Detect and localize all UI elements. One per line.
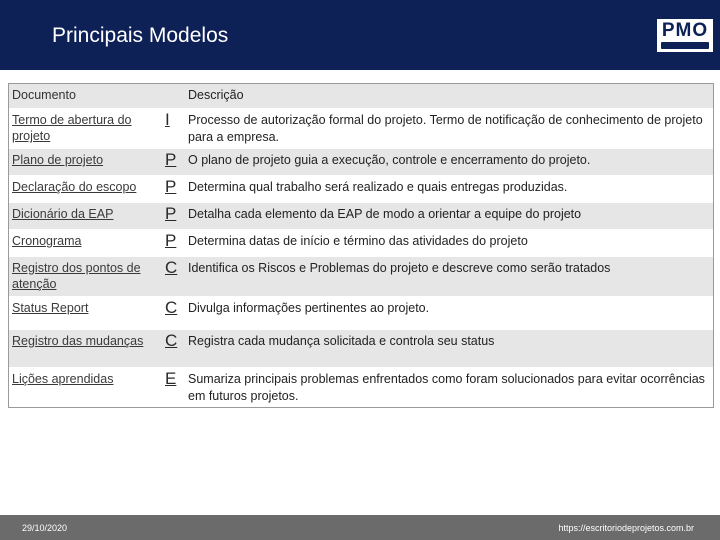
- footer-bar: [0, 515, 720, 540]
- description-text: Determina qual trabalho será realizado e quais entregas produzidas.: [188, 180, 568, 194]
- table-row: [9, 108, 713, 148]
- page-title: Principais Modelos: [52, 24, 229, 47]
- logo-subtitle-bar: [661, 42, 709, 49]
- document-link[interactable]: Termo de abertura do projeto: [12, 113, 132, 143]
- table-row: [9, 175, 713, 202]
- type-code: C: [165, 258, 178, 277]
- description-text: Registra cada mudança solicitada e controla seu status: [188, 334, 495, 348]
- document-link[interactable]: Lições aprendidas: [12, 372, 114, 386]
- logo-text: PMO: [661, 20, 709, 41]
- footer-date: 29/10/2020: [22, 523, 68, 533]
- table-row: [9, 148, 713, 175]
- description-text: Divulga informações pertinentes ao projeto.: [188, 301, 430, 315]
- table-row: [9, 256, 713, 296]
- document-link[interactable]: Status Report: [12, 301, 89, 315]
- models-table: [8, 83, 714, 408]
- pmo-logo: [655, 17, 715, 54]
- type-code: C: [165, 298, 178, 317]
- footer-url-link[interactable]: https://escritoriodeprojetos.com.br: [558, 523, 694, 533]
- table-row: [9, 202, 713, 229]
- table-row: [9, 367, 713, 407]
- type-code: C: [165, 331, 178, 350]
- document-link[interactable]: Cronograma: [12, 234, 82, 248]
- header-bar: [0, 0, 720, 70]
- table-row: [9, 329, 713, 367]
- document-link[interactable]: Declaração do escopo: [12, 180, 137, 194]
- table-row: [9, 229, 713, 256]
- header-document: Documento: [12, 88, 76, 102]
- description-text: Processo de autorização formal do projeto. Termo de notificação de conhecimento de projeto para a empresa.: [188, 113, 703, 144]
- description-text: Determina datas de início e término das atividades do projeto: [188, 234, 528, 248]
- table-row: [9, 296, 713, 329]
- document-link[interactable]: Registro dos pontos de atenção: [12, 261, 141, 291]
- description-text: Sumariza principais problemas enfrentados como foram solucionados para evitar ocorrências em futuros projetos.: [188, 372, 705, 403]
- type-code: P: [165, 177, 177, 196]
- document-link[interactable]: Dicionário da EAP: [12, 207, 114, 221]
- document-link[interactable]: Registro das mudanças: [12, 334, 144, 348]
- table-header-row: [9, 84, 713, 108]
- description-text: Detalha cada elemento da EAP de modo a orientar a equipe do projeto: [188, 207, 582, 221]
- type-code: E: [165, 369, 177, 388]
- header-description: Descrição: [188, 88, 244, 102]
- description-text: Identifica os Riscos e Problemas do projeto e descreve como serão tratados: [188, 261, 611, 275]
- type-code: I: [165, 110, 170, 129]
- type-code: P: [165, 150, 177, 169]
- document-link[interactable]: Plano de projeto: [12, 153, 104, 167]
- type-code: P: [165, 204, 177, 223]
- description-text: O plano de projeto guia a execução, controle e encerramento do projeto.: [188, 153, 591, 167]
- type-code: P: [165, 231, 177, 250]
- header-type: [160, 84, 184, 108]
